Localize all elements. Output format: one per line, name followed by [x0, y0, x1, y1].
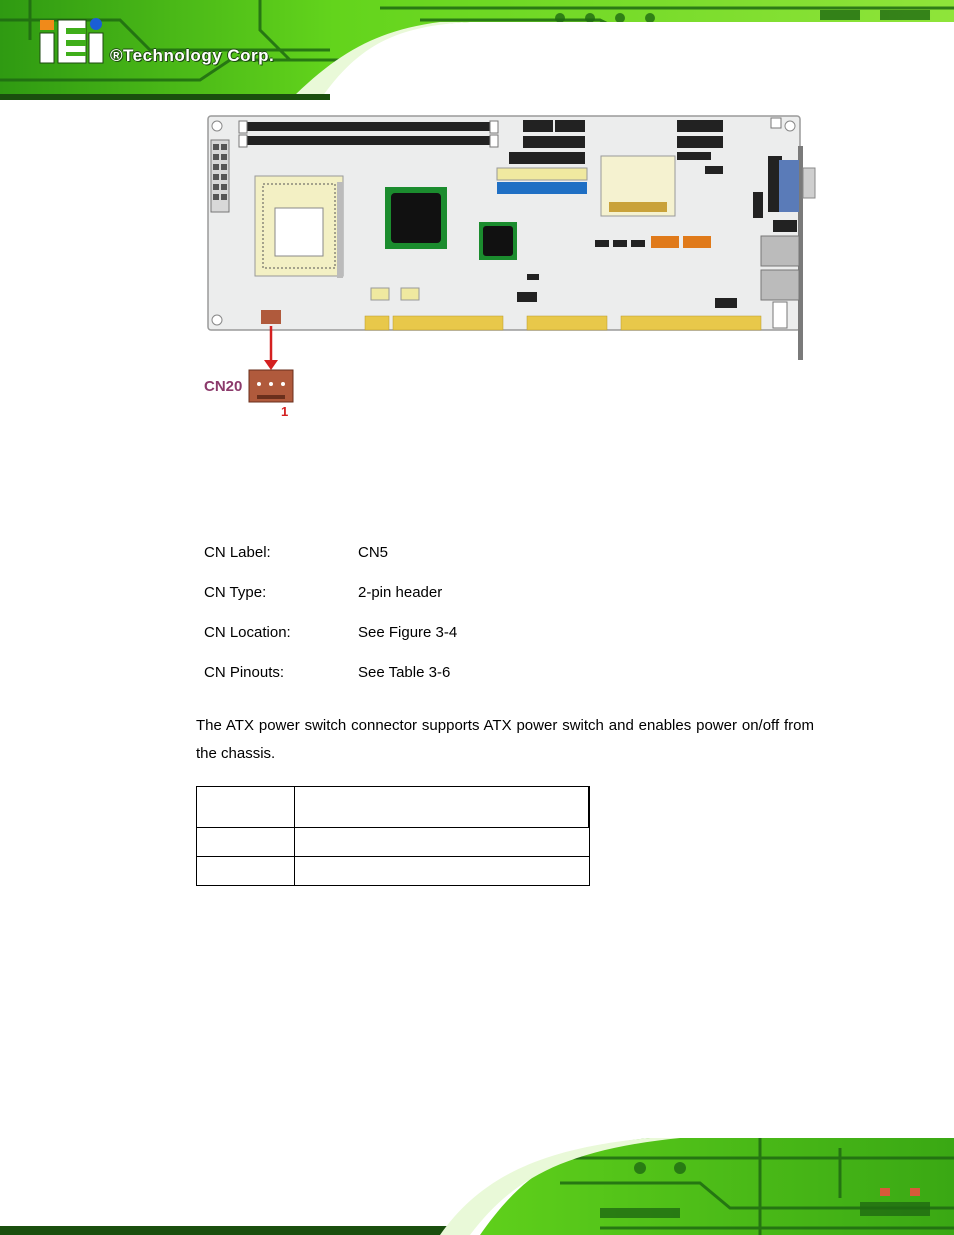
- info-key: CN Label:: [204, 544, 271, 561]
- info-value: CN5: [358, 544, 389, 561]
- info-value: See Figure 3-4: [358, 624, 458, 641]
- footer-banner: [0, 1138, 954, 1235]
- pinout-table: [196, 786, 590, 886]
- info-key: CN Pinouts:: [204, 664, 285, 681]
- info-key: CN Location:: [204, 624, 291, 641]
- info-value: 2-pin header: [358, 584, 443, 601]
- table-cell: [295, 828, 590, 857]
- info-key: CN Type:: [204, 584, 267, 601]
- table-cell: [197, 857, 295, 886]
- table-cell: [197, 787, 295, 828]
- info-value: See Table 3-6: [358, 664, 451, 681]
- connector-callout-label: CN20: [204, 378, 243, 395]
- pin-one-marker: 1: [281, 404, 289, 419]
- company-name: ®Technology Corp.: [110, 46, 275, 65]
- table-row: [197, 787, 590, 828]
- table-row: [197, 828, 590, 857]
- table-cell: [197, 828, 295, 857]
- table-cell: [295, 857, 590, 886]
- table-cell: [295, 787, 590, 828]
- description-paragraph: The ATX power switch connector supports ATX power switch and enables power on/off from the chassis.: [196, 717, 814, 762]
- company-logo: [40, 18, 103, 63]
- board-layout-figure: [205, 112, 825, 422]
- table-row: [197, 857, 590, 886]
